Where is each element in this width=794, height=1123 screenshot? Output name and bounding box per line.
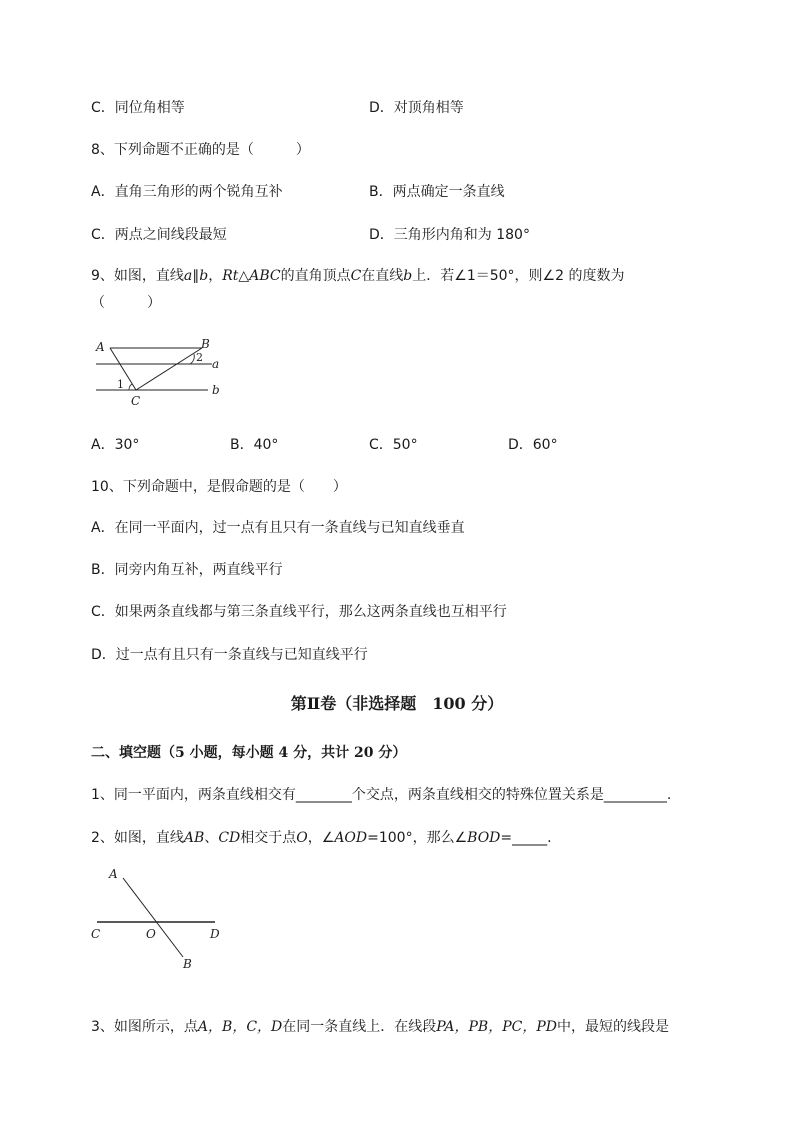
fill-q3-stem: 3、如图所示，点A，B，C，D在同一条直线上．在线段PA，PB，PC，PD中，最短的线段是 <box>91 1019 669 1035</box>
fill-q2-line-ab <box>123 878 183 957</box>
q10-option-c: C．如果两条直线都与第三条直线平行，那么这两条直线也互相平行 <box>91 604 507 620</box>
q9-label-line-b: b <box>212 383 220 397</box>
fill-q2-label-c: C <box>91 927 101 941</box>
q7-option-d: D．对顶角相等 <box>369 100 464 116</box>
q9-stem: 9、如图，直线a∥b，Rt△ABC的直角顶点C在直线b上．若∠1＝50°，则∠2 的度数为 <box>91 268 625 284</box>
q9-label-line-a: a <box>212 357 220 371</box>
q10-option-a: A．在同一平面内，过一点有且只有一条直线与已知直线垂直 <box>91 520 465 536</box>
q9-answer-paren: （ ） <box>91 295 161 311</box>
q9-option-d: D．60° <box>508 437 558 453</box>
q8-option-a: A．直角三角形的两个锐角互补 <box>91 184 283 200</box>
q9-label-c-point: C <box>131 394 141 408</box>
fill-q2-label-o: O <box>146 927 156 941</box>
q8-option-c: C．两点之间线段最短 <box>91 227 227 243</box>
fill-q2-label-a: A <box>109 867 118 881</box>
q9-figure <box>90 335 230 410</box>
q9-angle-1-arc <box>129 384 132 390</box>
q9-label-b-point: B <box>201 337 210 351</box>
fill-q1: 1、同一平面内，两条直线相交有________个交点，两条直线相交的特殊位置关系是_________. <box>91 787 672 803</box>
part-2-title: 第Ⅱ卷（非选择题 100 分） <box>290 694 504 713</box>
q9-option-b: B．40° <box>230 437 279 453</box>
fill-in-section-heading: 二、填空题（5 小题，每小题 4 分，共计 20 分） <box>91 745 407 761</box>
q9-option-c: C．50° <box>369 437 418 453</box>
q9-label-angle-2: 2 <box>196 351 203 364</box>
fill-q2-label-d: D <box>210 927 220 941</box>
fill-q2-label-b: B <box>183 957 192 971</box>
q10-stem: 10、下列命题中，是假命题的是（ ） <box>91 479 347 495</box>
q8-option-d: D．三角形内角和为 180° <box>369 227 530 243</box>
q9-label-a-point: A <box>96 340 105 354</box>
q10-option-b: B．同旁内角互补，两直线平行 <box>91 562 283 578</box>
q9-label-angle-1: 1 <box>117 378 124 391</box>
q7-option-c: C．同位角相等 <box>91 100 185 116</box>
q9-option-a: A．30° <box>91 437 140 453</box>
q9-segment-bc <box>136 348 202 390</box>
q10-option-d: D．过一点有且只有一条直线与已知直线平行 <box>91 647 368 663</box>
q8-option-b: B．两点确定一条直线 <box>369 184 505 200</box>
fill-q2-figure <box>85 862 230 972</box>
q8-stem: 8、下列命题不正确的是（ ） <box>91 142 310 158</box>
fill-q2-stem: 2、如图，直线AB、CD相交于点O，∠AOD=100°，那么∠BOD=_____. <box>91 830 552 846</box>
